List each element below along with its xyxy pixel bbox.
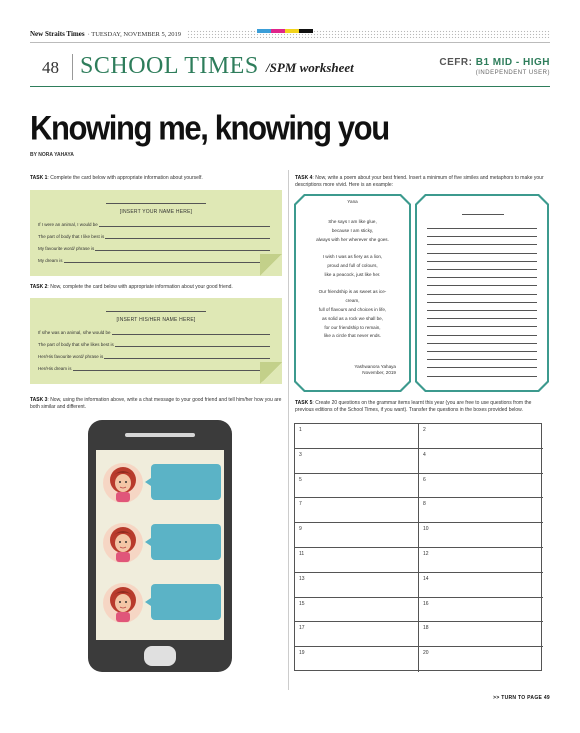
- poem-answer-line[interactable]: [427, 261, 537, 262]
- question-grid: [294, 423, 542, 671]
- question-box-1[interactable]: [295, 424, 419, 449]
- question-box-10[interactable]: [419, 523, 543, 548]
- poem-answer-frame: [415, 194, 549, 392]
- task2-row-2-label: The part of body that s/he likes best is: [38, 342, 114, 347]
- poem-title: Yana: [347, 199, 358, 204]
- question-number: 6: [423, 476, 426, 483]
- question-number: 20: [423, 650, 429, 657]
- masthead-dot-pattern: [187, 30, 550, 38]
- poem-line: because I am sticky,: [331, 227, 374, 233]
- question-number: 12: [423, 551, 429, 557]
- poem-answer-line[interactable]: [427, 367, 537, 368]
- girl-avatar-icon: [102, 462, 144, 504]
- poem-line: like a peacock, just like her.: [324, 271, 381, 277]
- poem-answer-line[interactable]: [427, 335, 537, 336]
- poem-answer-line[interactable]: [427, 376, 537, 377]
- task2-insert-name: [INSERT HIS/HER NAME HERE]: [116, 317, 196, 323]
- girl-avatar-icon: [102, 522, 144, 564]
- question-number: 15: [299, 600, 305, 607]
- question-box-19[interactable]: [295, 647, 419, 672]
- poem-answer-line[interactable]: [427, 294, 537, 295]
- task2-row-4[interactable]: [38, 366, 270, 371]
- poem-body: [294, 218, 411, 341]
- task3-text: : Now, using the information above, write a chat message to your good friend and tell him/her how you are both similar and different.: [30, 397, 282, 410]
- poem-answer-line[interactable]: [427, 318, 537, 319]
- poem-line: [294, 280, 411, 289]
- task3-instruction: [30, 397, 282, 410]
- task1-row-4-blank[interactable]: [64, 259, 270, 263]
- question-number: 3: [299, 451, 302, 458]
- task1-row-2-blank[interactable]: [105, 235, 270, 239]
- task4-label: TASK 4: [295, 175, 313, 181]
- task1-row-3[interactable]: [38, 246, 270, 251]
- question-number: 8: [423, 501, 426, 508]
- question-box-14[interactable]: [419, 573, 543, 598]
- task2-row-3-blank[interactable]: [104, 355, 270, 359]
- byline: BY NORA YAHAYA: [30, 152, 74, 158]
- task1-instruction: [30, 175, 280, 182]
- phone-home-button: [144, 646, 176, 666]
- question-number: 16: [423, 600, 429, 607]
- color-registration-swatches: [257, 29, 313, 33]
- question-number: 18: [423, 625, 429, 632]
- poem-line: I wish I was as fiery as a lion,: [322, 254, 383, 260]
- question-number: 11: [299, 551, 305, 557]
- task2-row-1[interactable]: [38, 330, 270, 335]
- header-rule: [30, 86, 550, 87]
- task1-row-1-blank[interactable]: [99, 223, 270, 227]
- subsection-title: /SPM worksheet: [266, 60, 354, 75]
- swatch-magenta: [271, 29, 285, 33]
- question-box-4[interactable]: [419, 449, 543, 474]
- girl-avatar-icon: [102, 582, 144, 624]
- chat-bubble-2[interactable]: [151, 524, 221, 560]
- question-box-12[interactable]: [419, 548, 543, 573]
- poem-answer-line[interactable]: [427, 310, 537, 311]
- section-header: [30, 48, 550, 84]
- question-number: 9: [299, 526, 302, 533]
- swatch-cyan: [257, 29, 271, 33]
- question-box-13[interactable]: [295, 573, 419, 598]
- task2-text: : Now, complete the card below with appropriate information about your good friend.: [47, 284, 233, 290]
- question-box-17[interactable]: [295, 622, 419, 647]
- task1-row-4-label: My dream is: [38, 258, 63, 263]
- poem-answer-line[interactable]: [427, 277, 537, 278]
- poem-line: always with her wherever she goes.: [316, 236, 389, 242]
- issue-date: · TUESDAY, NOVEMBER 5, 2019: [87, 30, 181, 38]
- question-box-16[interactable]: [419, 598, 543, 623]
- poem-line: She says I am like glue,: [328, 219, 377, 224]
- page-number: 48: [42, 58, 59, 77]
- question-number: 7: [299, 501, 302, 508]
- question-box-5[interactable]: [295, 474, 419, 499]
- poem-author-name: Yashwanora Yahaya: [354, 364, 396, 369]
- task2-row-2-blank[interactable]: [115, 343, 270, 347]
- task4-instruction: [295, 175, 547, 188]
- question-number: 10: [423, 526, 429, 533]
- task5-instruction: [295, 400, 547, 413]
- section-title: SCHOOL TIMES: [80, 53, 259, 79]
- question-box-20[interactable]: [419, 647, 543, 672]
- question-box-8[interactable]: [419, 498, 543, 523]
- poem-answer-title-line[interactable]: [462, 214, 504, 215]
- task2-row-2[interactable]: [38, 342, 270, 347]
- cefr-level: [439, 57, 550, 68]
- poem-answer-line[interactable]: [427, 351, 537, 352]
- poem-answer-line[interactable]: [427, 228, 537, 229]
- poem-answer-line[interactable]: [427, 285, 537, 286]
- poem-line: cream,: [345, 298, 360, 304]
- task2-row-4-blank[interactable]: [73, 367, 270, 371]
- poem-author: [294, 364, 396, 376]
- poem-answer-line[interactable]: [427, 269, 537, 270]
- task2-name-line[interactable]: [106, 311, 206, 312]
- task4-text: : Now, write a poem about your best friend. Insert a minimum of five similes and metaphors to make your descriptions more vivid. Here is an example:: [295, 175, 544, 188]
- task1-row-1[interactable]: [38, 222, 270, 227]
- page-curl-corner: [260, 362, 282, 384]
- cefr-label: CEFR:: [439, 57, 473, 68]
- question-box-18[interactable]: [419, 622, 543, 647]
- chat-bubble-tail: [145, 538, 151, 546]
- task1-name-line[interactable]: [106, 203, 206, 204]
- task1-insert-name: [INSERT YOUR NAME HERE]: [119, 209, 193, 215]
- task2-row-1-label: If s/he was an animal, s/he would be: [38, 330, 111, 335]
- phone-illustration: [88, 420, 232, 672]
- task2-instruction: [30, 284, 280, 291]
- task2-row-1-blank[interactable]: [112, 331, 270, 335]
- newspaper-name: New Straits Times: [30, 30, 85, 38]
- task2-row-4-label: Her/His dream is: [38, 366, 72, 371]
- task1-row-1-label: If I were an animal, I would be: [38, 222, 98, 227]
- header-divider: [72, 54, 73, 80]
- task1-row-2-label: The part of body that I like best is: [38, 234, 105, 239]
- task1-label: TASK 1: [30, 175, 48, 181]
- task5-text: : Create 20 questions on the grammar items learnt this year (you are free to use questions from the previous editions of the School Times, if you want). Transfer the questions in the boxes provided below.: [295, 400, 532, 413]
- phone-screen: [96, 450, 224, 640]
- poem-line: like a circle that never ends.: [324, 333, 381, 339]
- poem-answer-line[interactable]: [427, 253, 537, 254]
- turn-to-page[interactable]: >> TURN TO PAGE 49: [493, 695, 550, 701]
- poem-answer-line[interactable]: [427, 326, 537, 327]
- swatch-yellow: [285, 29, 299, 33]
- question-box-7[interactable]: [295, 498, 419, 523]
- poem-author-date: November, 2019: [362, 370, 396, 375]
- task2-row-3-label: Her/His favourite word/ phrase is: [38, 354, 104, 359]
- question-number: 14: [423, 575, 429, 582]
- poem-answer-line[interactable]: [427, 359, 537, 360]
- page-curl-corner: [260, 254, 282, 276]
- poem-line: full of flavours and choices in life,: [318, 306, 387, 312]
- task1-text: : Complete the card below with appropriate information about yourself.: [47, 175, 203, 181]
- chat-bubble-tail: [145, 598, 151, 606]
- cefr-subtitle: (INDEPENDENT USER): [475, 70, 550, 76]
- task1-row-2[interactable]: [38, 234, 270, 239]
- poem-line: Our friendship is as sweet as ice-: [318, 289, 387, 295]
- article-headline: Knowing me, knowing you: [30, 108, 389, 148]
- task2-card: [30, 298, 282, 384]
- phone-speaker: [125, 433, 195, 437]
- question-number: 13: [299, 575, 305, 582]
- question-box-9[interactable]: [295, 523, 419, 548]
- task1-row-3-label: My favourite word/ phrase is: [38, 246, 95, 251]
- task1-card: [30, 190, 282, 276]
- top-rule: [30, 42, 550, 43]
- chat-bubble-3[interactable]: [151, 584, 221, 620]
- task5-label: TASK 5: [295, 400, 313, 406]
- poem-answer-line[interactable]: [427, 302, 537, 303]
- swatch-black: [299, 29, 313, 33]
- question-number: 17: [299, 625, 305, 632]
- task1-row-4[interactable]: [38, 258, 270, 263]
- question-number: 4: [423, 451, 426, 458]
- poem-answer-card[interactable]: [417, 196, 547, 390]
- question-box-15[interactable]: [295, 598, 419, 623]
- poem-answer-line[interactable]: [427, 244, 537, 245]
- question-box-2[interactable]: [419, 424, 543, 449]
- task1-row-3-blank[interactable]: [95, 247, 270, 251]
- column-divider: [288, 170, 289, 690]
- poem-line: for our friendship to remain,: [324, 324, 381, 330]
- chat-bubble-1[interactable]: [151, 464, 221, 500]
- question-box-6[interactable]: [419, 474, 543, 499]
- poem-line: [294, 244, 411, 253]
- question-number: 1: [299, 427, 302, 433]
- question-number: 2: [423, 427, 426, 433]
- poem-answer-line[interactable]: [427, 343, 537, 344]
- task2-row-3[interactable]: [38, 354, 270, 359]
- poem-answer-line[interactable]: [427, 236, 537, 237]
- question-number: 5: [299, 476, 302, 483]
- question-number: 19: [299, 650, 305, 657]
- chat-bubble-tail: [145, 478, 151, 486]
- task2-label: TASK 2: [30, 284, 48, 290]
- task3-label: TASK 3: [30, 397, 48, 403]
- poem-line: proud and full of colours,: [327, 262, 378, 268]
- poem-line: as solid as a rock we shall be,: [321, 315, 384, 321]
- cefr-level-value: B1 MID - HIGH: [475, 57, 550, 68]
- question-box-3[interactable]: [295, 449, 419, 474]
- question-box-11[interactable]: [295, 548, 419, 573]
